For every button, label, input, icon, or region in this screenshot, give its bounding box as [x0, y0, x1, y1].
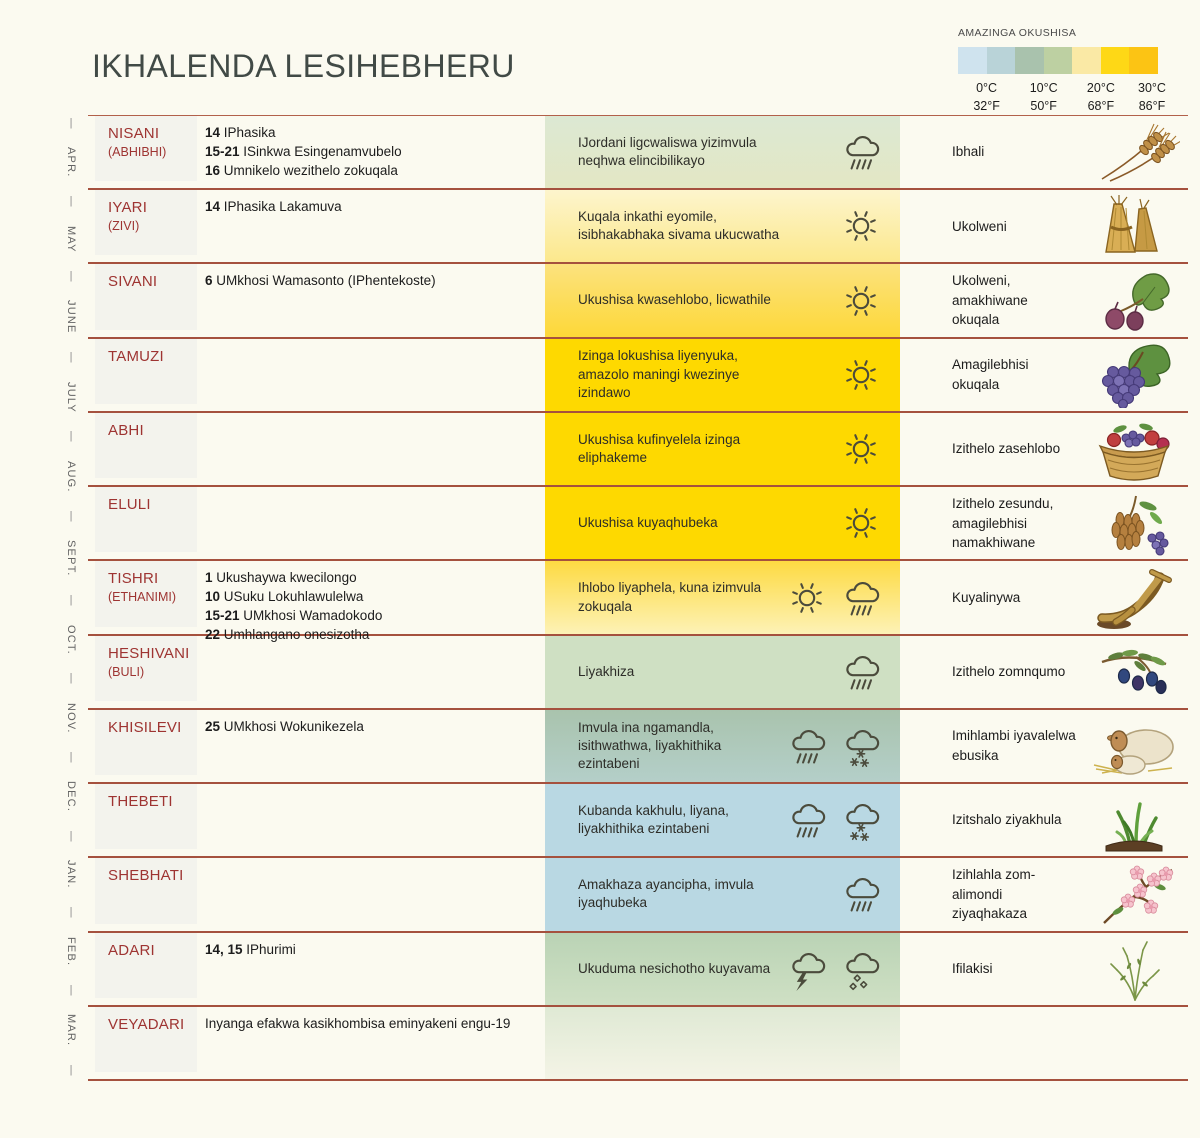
hebrew-month-row: [88, 413, 1188, 487]
legend-tick: [1138, 79, 1166, 115]
sun-icon: [840, 502, 882, 544]
hebrew-month-row: [88, 784, 1188, 858]
hebrew-month-alt-name: (ZIVI): [108, 219, 140, 234]
sprouts-illustration: [1094, 788, 1174, 852]
hebrew-month-name: THEBETI: [108, 793, 173, 811]
month-separator: |: [69, 983, 73, 996]
weather-icon-group: [784, 945, 882, 993]
month-separator: |: [69, 1063, 73, 1076]
legend-tick-fahrenheit: 68°F: [1087, 99, 1115, 114]
gregorian-month-label: AUG.: [65, 460, 77, 493]
month-name-cell: [88, 116, 197, 188]
festivals-cell: [197, 190, 545, 262]
snow-cloud-icon: [838, 796, 882, 844]
month-separator: |: [69, 195, 73, 208]
festival-line: 6 UMkhosi Wamasonto (IPhentekoste): [205, 273, 436, 289]
illustration-cell: [1080, 116, 1188, 188]
month-name-panel: [95, 933, 197, 998]
harvest-text: Ukolweni: [952, 218, 1007, 234]
sun-icon: [840, 428, 882, 470]
weather-description: Ukuduma nesichotho kuyavama: [578, 960, 771, 976]
hebrew-month-row: [88, 487, 1188, 561]
hebrew-month-alt-name: (ABHIBHI): [108, 145, 167, 159]
harvest-text: Izithelo zasehlobo: [952, 441, 1061, 457]
festival-line: 14 IPhasika Lakamuva: [205, 199, 342, 215]
harvest-cell: [900, 1007, 1080, 1079]
month-name-cell: [88, 636, 197, 708]
month-name-cell: [88, 933, 197, 1005]
sun-icon: [840, 280, 882, 322]
gregorian-month-label: MAR.: [65, 1014, 77, 1047]
festival-line: 15-21 ISinkwa Esingenamvubelo: [205, 143, 402, 159]
harvest-text: Ifilakisi: [952, 960, 993, 976]
festivals-cell: [197, 561, 545, 643]
month-separator: |: [69, 117, 73, 129]
illustration-cell: [1080, 190, 1188, 262]
hebrew-month-name: IYARI: [108, 199, 148, 217]
harvest-cell: [900, 636, 1080, 708]
weather-description: Amakhaza ayancipha, imvula iyaqhubeka: [578, 877, 754, 911]
festival-date: 14, 15: [205, 941, 247, 957]
month-name-panel: [95, 858, 197, 923]
weather-cell: [545, 561, 900, 633]
festival-line: 10 USuku Lokuhlawulelwa: [205, 589, 364, 605]
illustration-cell: [1080, 636, 1188, 708]
gregorian-month-label: OCT.: [65, 624, 77, 655]
hebrew-month-name: TISHRI: [108, 570, 159, 588]
weather-cell: [545, 264, 900, 336]
gregorian-month-label: DEC.: [65, 781, 77, 813]
harvest-cell: [900, 710, 1080, 782]
festival-date: 10: [205, 589, 224, 605]
harvest-text: Izithelo zomnqumo: [952, 663, 1066, 679]
festivals-cell: [197, 116, 545, 188]
festivals-cell: [197, 487, 545, 559]
weather-cell: [545, 933, 900, 1005]
harvest-cell: [900, 264, 1080, 336]
hebrew-month-row: [88, 636, 1188, 710]
snow-cloud-icon: [838, 722, 882, 770]
rain-cloud-icon: [838, 870, 882, 918]
weather-cell: [545, 487, 900, 559]
festival-line: 25 UMkhosi Wokunikezela: [205, 718, 364, 734]
month-separator: |: [69, 829, 73, 842]
month-name-cell: [88, 561, 197, 633]
harvest-cell: [900, 413, 1080, 485]
hebrew-month-row: [88, 116, 1188, 190]
flax-illustration: [1099, 936, 1169, 1002]
month-separator: |: [69, 509, 73, 522]
figs-illustration: [1091, 269, 1177, 333]
harvest-text: Izihlahla zom-alimondi ziyaqhakaza: [952, 867, 1036, 922]
hebrew-month-name: VEYADARI: [108, 1015, 185, 1033]
illustration-cell: [1080, 339, 1188, 411]
festivals-cell: [197, 784, 545, 856]
illustration-cell: [1080, 1007, 1188, 1079]
calendar-table: [88, 115, 1188, 1081]
legend-swatch: [1044, 47, 1073, 74]
illustration-cell: [1080, 858, 1188, 930]
festival-line: 16 Umnikelo wezithelo zokuqala: [205, 162, 398, 178]
festival-date: 25: [205, 718, 224, 734]
weather-description: Kuqala inkathi eyomile, isibhakabhaka sivama ukucwatha: [578, 209, 780, 243]
hebrew-month-name: ABHI: [108, 421, 144, 439]
legend-swatch: [1015, 47, 1044, 74]
weather-icon-group: [784, 722, 882, 770]
weather-icon-group: [840, 354, 882, 396]
gregorian-month-label: JAN.: [65, 860, 77, 889]
month-separator: |: [69, 594, 73, 607]
weather-description: Imvula ina ngamandla, isithwathwa, liyakhithika ezintabeni: [578, 719, 722, 772]
legend-swatch: [1101, 47, 1130, 74]
weather-description: Ukushisa kwasehlobo, licwathile: [578, 292, 771, 308]
legend-tick: [1087, 79, 1115, 115]
weather-description: IJordani ligcwaliswa yizimvula neqhwa elincibilikayo: [578, 134, 757, 169]
hebrew-month-row: [88, 264, 1188, 338]
weather-icon-group: [840, 205, 882, 247]
legend-tick-celsius: 0°C: [976, 81, 998, 95]
weather-description: Ukushisa kufinyelela izinga eliphakeme: [578, 431, 741, 466]
fruit-basket-illustration: [1088, 416, 1180, 482]
hebrew-month-alt-name: (ETHANIMI): [108, 590, 177, 605]
hebrew-month-row: [88, 561, 1188, 643]
illustration-cell: [1080, 784, 1188, 856]
hebrew-month-row: [88, 858, 1188, 932]
festivals-cell: [197, 264, 545, 336]
month-separator: |: [69, 351, 73, 364]
gregorian-month-label: NOV.: [65, 702, 77, 734]
festival-line: Inyanga efakwa kasikhombisa eminyakeni engu-19: [205, 1015, 511, 1031]
harvest-text: Izitshalo ziyakhula: [952, 812, 1062, 828]
month-separator: |: [69, 750, 73, 763]
weather-cell: [545, 636, 900, 708]
month-name-panel: [95, 561, 197, 626]
legend-tick-celsius: 30°C: [1138, 81, 1166, 95]
month-name-panel: [95, 784, 197, 849]
legend-color-scale: [958, 47, 1158, 74]
hebrew-month-name: HESHIVANI: [108, 644, 190, 662]
gregorian-month-gutter: [58, 118, 84, 1076]
month-name-panel: [95, 116, 197, 181]
weather-icon-group: [838, 128, 882, 176]
legend-tick-fahrenheit: 50°F: [1030, 99, 1057, 114]
festivals-cell: [197, 710, 545, 782]
weather-cell: [545, 190, 900, 262]
harvest-cell: [900, 339, 1080, 411]
rain-cloud-icon: [838, 648, 882, 696]
month-name-panel: [95, 413, 197, 478]
festival-line: 14, 15 IPhurimi: [205, 941, 296, 957]
month-name-panel: [95, 1007, 197, 1072]
illustration-cell: [1080, 487, 1188, 559]
rain-cloud-icon: [838, 574, 882, 622]
plow-illustration: [1088, 565, 1180, 631]
rain-cloud-icon: [784, 722, 828, 770]
illustration-cell: [1080, 264, 1188, 336]
month-name-panel: [95, 264, 197, 329]
storm-cloud-icon: [784, 945, 828, 993]
month-name-cell: [88, 858, 197, 930]
festival-date: 16: [205, 162, 224, 178]
weather-icon-group: [838, 870, 882, 918]
month-name-cell: [88, 784, 197, 856]
month-separator: |: [69, 906, 73, 919]
month-name-cell: [88, 190, 197, 262]
weather-icon-group: [786, 574, 882, 622]
gregorian-month-label: JUNE: [65, 300, 77, 334]
legend-swatch: [987, 47, 1016, 74]
legend-tick-celsius: 10°C: [1029, 81, 1058, 95]
hebrew-month-name: ADARI: [108, 941, 155, 959]
harvest-text: Izithelo zesundu, amagilebhisi namakhiwane: [952, 495, 1054, 551]
legend-tick-celsius: 20°C: [1086, 81, 1115, 95]
weather-description: Ihlobo liyaphela, kuna izimvula zokuqala: [578, 580, 762, 614]
illustration-cell: [1080, 561, 1188, 633]
weather-cell: [545, 858, 900, 930]
hebrew-month-name: NISANI: [108, 125, 160, 142]
festival-line: 14 IPhasika: [205, 125, 276, 140]
hebrew-month-name: SIVANI: [108, 273, 158, 291]
hebrew-month-name: ELULI: [108, 496, 151, 514]
festival-line: 22 Umhlangano onesizotha: [205, 627, 370, 643]
month-name-cell: [88, 264, 197, 336]
hebrew-month-name: TAMUZI: [108, 347, 164, 365]
hail-cloud-icon: [838, 945, 882, 993]
hebrew-month-alt-name: (BULI): [108, 664, 145, 679]
page-title: IKHALENDA LESIHEBHERU: [92, 48, 515, 84]
hebrew-month-row: [88, 339, 1188, 413]
illustration-cell: [1080, 933, 1188, 1005]
olives-illustration: [1090, 640, 1178, 704]
festivals-cell: [197, 413, 545, 485]
festival-date: 14: [205, 199, 224, 215]
legend-tick: [1030, 79, 1058, 115]
harvest-text: Amagilebhisi okuqala: [952, 357, 1029, 392]
festival-date: 22: [205, 627, 224, 643]
rain-cloud-icon: [784, 796, 828, 844]
weather-description: Izinga lokushisa liyenyuka, amazolo maningi kwezinye izindawo: [578, 348, 740, 400]
almond-blossom-illustration: [1088, 861, 1180, 927]
festival-date: 6: [205, 273, 217, 289]
hebrew-month-row: [88, 933, 1188, 1007]
weather-cell: [545, 413, 900, 485]
hebrew-month-name: KHISILEVI: [108, 718, 182, 736]
weather-icon-group: [840, 502, 882, 544]
harvest-text: Kuyalinywa: [952, 589, 1021, 605]
weather-description: Liyakhiza: [578, 663, 635, 679]
gregorian-month-label: SEPT.: [65, 540, 77, 577]
weather-icon-group: [838, 648, 882, 696]
festival-date: 1: [205, 570, 217, 586]
month-name-panel: [95, 636, 197, 701]
harvest-text: Ukolweni, amakhiwane okuqala: [952, 273, 1028, 328]
harvest-cell: [900, 933, 1080, 1005]
harvest-cell: [900, 116, 1080, 188]
month-separator: |: [69, 430, 73, 443]
gregorian-month-label: JULY: [65, 381, 77, 413]
festival-date: 14: [205, 125, 224, 140]
weather-icon-group: [784, 796, 882, 844]
month-name-cell: [88, 339, 197, 411]
grapes-illustration: [1091, 342, 1177, 408]
festivals-cell: [197, 858, 545, 930]
month-name-panel: [95, 487, 197, 552]
harvest-cell: [900, 784, 1080, 856]
festivals-cell: [197, 636, 545, 708]
sun-icon: [840, 205, 882, 247]
wheat-sheaf-illustration: [1094, 194, 1174, 258]
month-separator: |: [69, 269, 73, 282]
weather-icon-group: [840, 280, 882, 322]
month-name-cell: [88, 710, 197, 782]
festivals-cell: [197, 1007, 545, 1079]
festivals-cell: [197, 933, 545, 1005]
festival-date: 15-21: [205, 608, 244, 624]
legend-title: AMAZINGA OKUSHISA: [958, 27, 1077, 39]
month-name-cell: [88, 1007, 197, 1079]
rain-cloud-icon: [838, 128, 882, 176]
sheep-illustration: [1088, 715, 1180, 777]
gregorian-month-label: MAY: [65, 225, 77, 253]
dates-grapes-figs-illustration: [1090, 490, 1178, 556]
festivals-cell: [197, 339, 545, 411]
legend-swatch: [1072, 47, 1101, 74]
month-name-panel: [95, 190, 197, 255]
hebrew-month-row: [88, 1007, 1188, 1081]
harvest-cell: [900, 858, 1080, 930]
legend-tick-labels: [958, 79, 1166, 115]
harvest-cell: [900, 190, 1080, 262]
gregorian-month-label: APR.: [65, 147, 77, 178]
legend-swatch: [1129, 47, 1158, 74]
hebrew-month-row: [88, 710, 1188, 784]
month-separator: |: [69, 672, 73, 685]
weather-description: Ukushisa kuyaqhubeka: [578, 515, 718, 531]
weather-icon-group: [840, 428, 882, 470]
harvest-text: Imihlambi iyavalelwa ebusika: [952, 728, 1076, 763]
temperature-legend: [958, 27, 1166, 115]
harvest-cell: [900, 487, 1080, 559]
legend-tick-fahrenheit: 32°F: [973, 99, 1000, 114]
month-name-cell: [88, 413, 197, 485]
weather-cell: [545, 710, 900, 782]
gregorian-month-label: FEB.: [65, 936, 77, 967]
weather-cell: [545, 784, 900, 856]
weather-cell: [545, 339, 900, 411]
illustration-cell: [1080, 413, 1188, 485]
hebrew-month-row: [88, 190, 1188, 264]
legend-tick: [973, 79, 1000, 115]
sun-icon: [786, 577, 828, 619]
sun-icon: [840, 354, 882, 396]
month-name-cell: [88, 487, 197, 559]
festival-date: 15-21: [205, 143, 244, 159]
month-name-panel: [95, 710, 197, 775]
hebrew-month-name: SHEBHATI: [108, 867, 184, 885]
illustration-cell: [1080, 710, 1188, 782]
harvest-cell: [900, 561, 1080, 633]
festival-line: 1 Ukushaywa kwecilongo: [205, 570, 357, 586]
festival-line: 15-21 UMkhosi Wamadokodo: [205, 608, 383, 624]
month-name-panel: [95, 339, 197, 404]
weather-cell: [545, 116, 900, 188]
legend-swatch: [958, 47, 987, 74]
weather-description: Kubanda kakhulu, liyana, liyakhithika ezintabeni: [578, 803, 729, 837]
barley-illustration: [1088, 121, 1180, 183]
weather-cell: [545, 1007, 900, 1079]
legend-tick-fahrenheit: 86°F: [1138, 99, 1166, 114]
harvest-text: Ibhali: [952, 144, 985, 160]
